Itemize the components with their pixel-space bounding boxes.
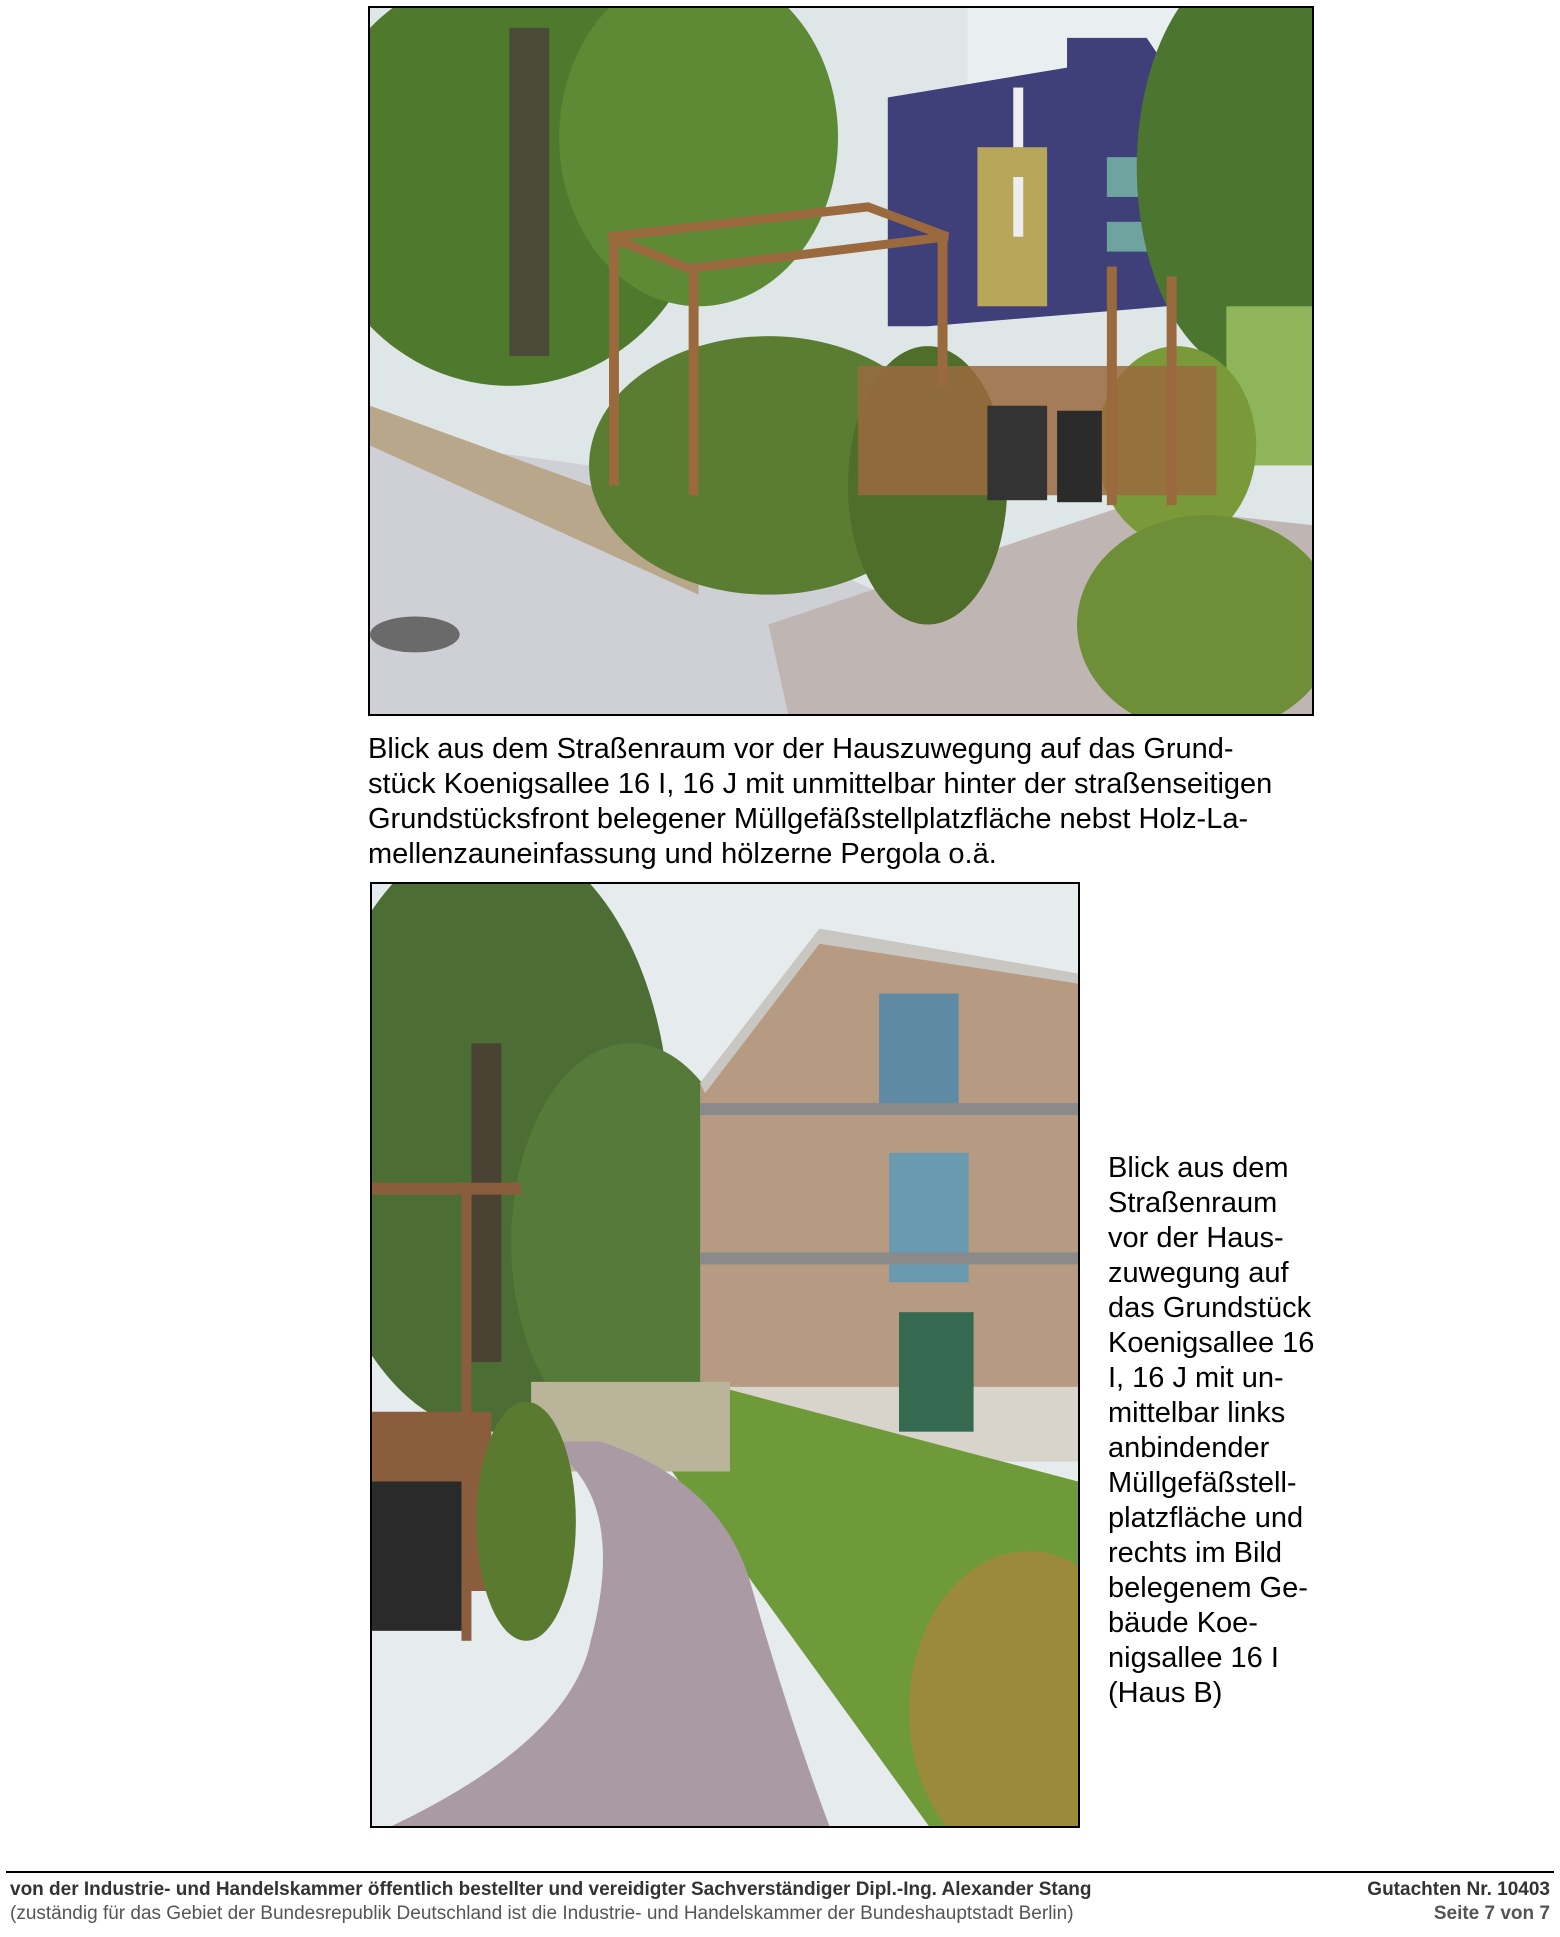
- photo-caption-side: Blick aus dem Straßenraum vor der Haus- zuwegung auf das Grundstück Koenigsallee 16 I, 16 J mit un- mittelbar links anbindender Müllgefäßstell- platzfläche und rechts im Bild belegenem Ge- bäude Koe- nigsallee 16 I (Haus B): [1108, 1152, 1315, 1709]
- photo-waste-bin-area: [368, 6, 1314, 716]
- footer-jurisdiction-line: (zuständig für das Gebiet der Bundesrepublik Deutschland ist die Industrie- und Handelskammer der Bundeshauptstadt Berlin): [10, 1903, 1074, 1924]
- footer-expert-line: von der Industrie- und Handelskammer öffentlich bestellter und vereidigter Sachverständiger Dipl.-Ing. Alexander Stang: [10, 1879, 1092, 1900]
- photo-caption-top: Blick aus dem Straßenraum vor der Hauszuwegung auf das Grund- stück Koenigsallee 16 I, 16 J mit unmittelbar hinter der straßenseitigen Grundstücksfront belegener Müllgefäßstellplatzfläche nebst Holz-La- mellenzauneinfassung und hölzerne Pergola o.ä.: [368, 733, 1273, 870]
- photo-1-illustration: [370, 8, 1312, 714]
- footer-report-number: Gutachten Nr. 10403: [1367, 1879, 1550, 1900]
- footer-divider: [6, 1871, 1554, 1873]
- photo-path-and-building: [370, 882, 1080, 1828]
- footer-page-number: Seite 7 von 7: [1433, 1903, 1550, 1924]
- photo-2-illustration: [372, 884, 1078, 1826]
